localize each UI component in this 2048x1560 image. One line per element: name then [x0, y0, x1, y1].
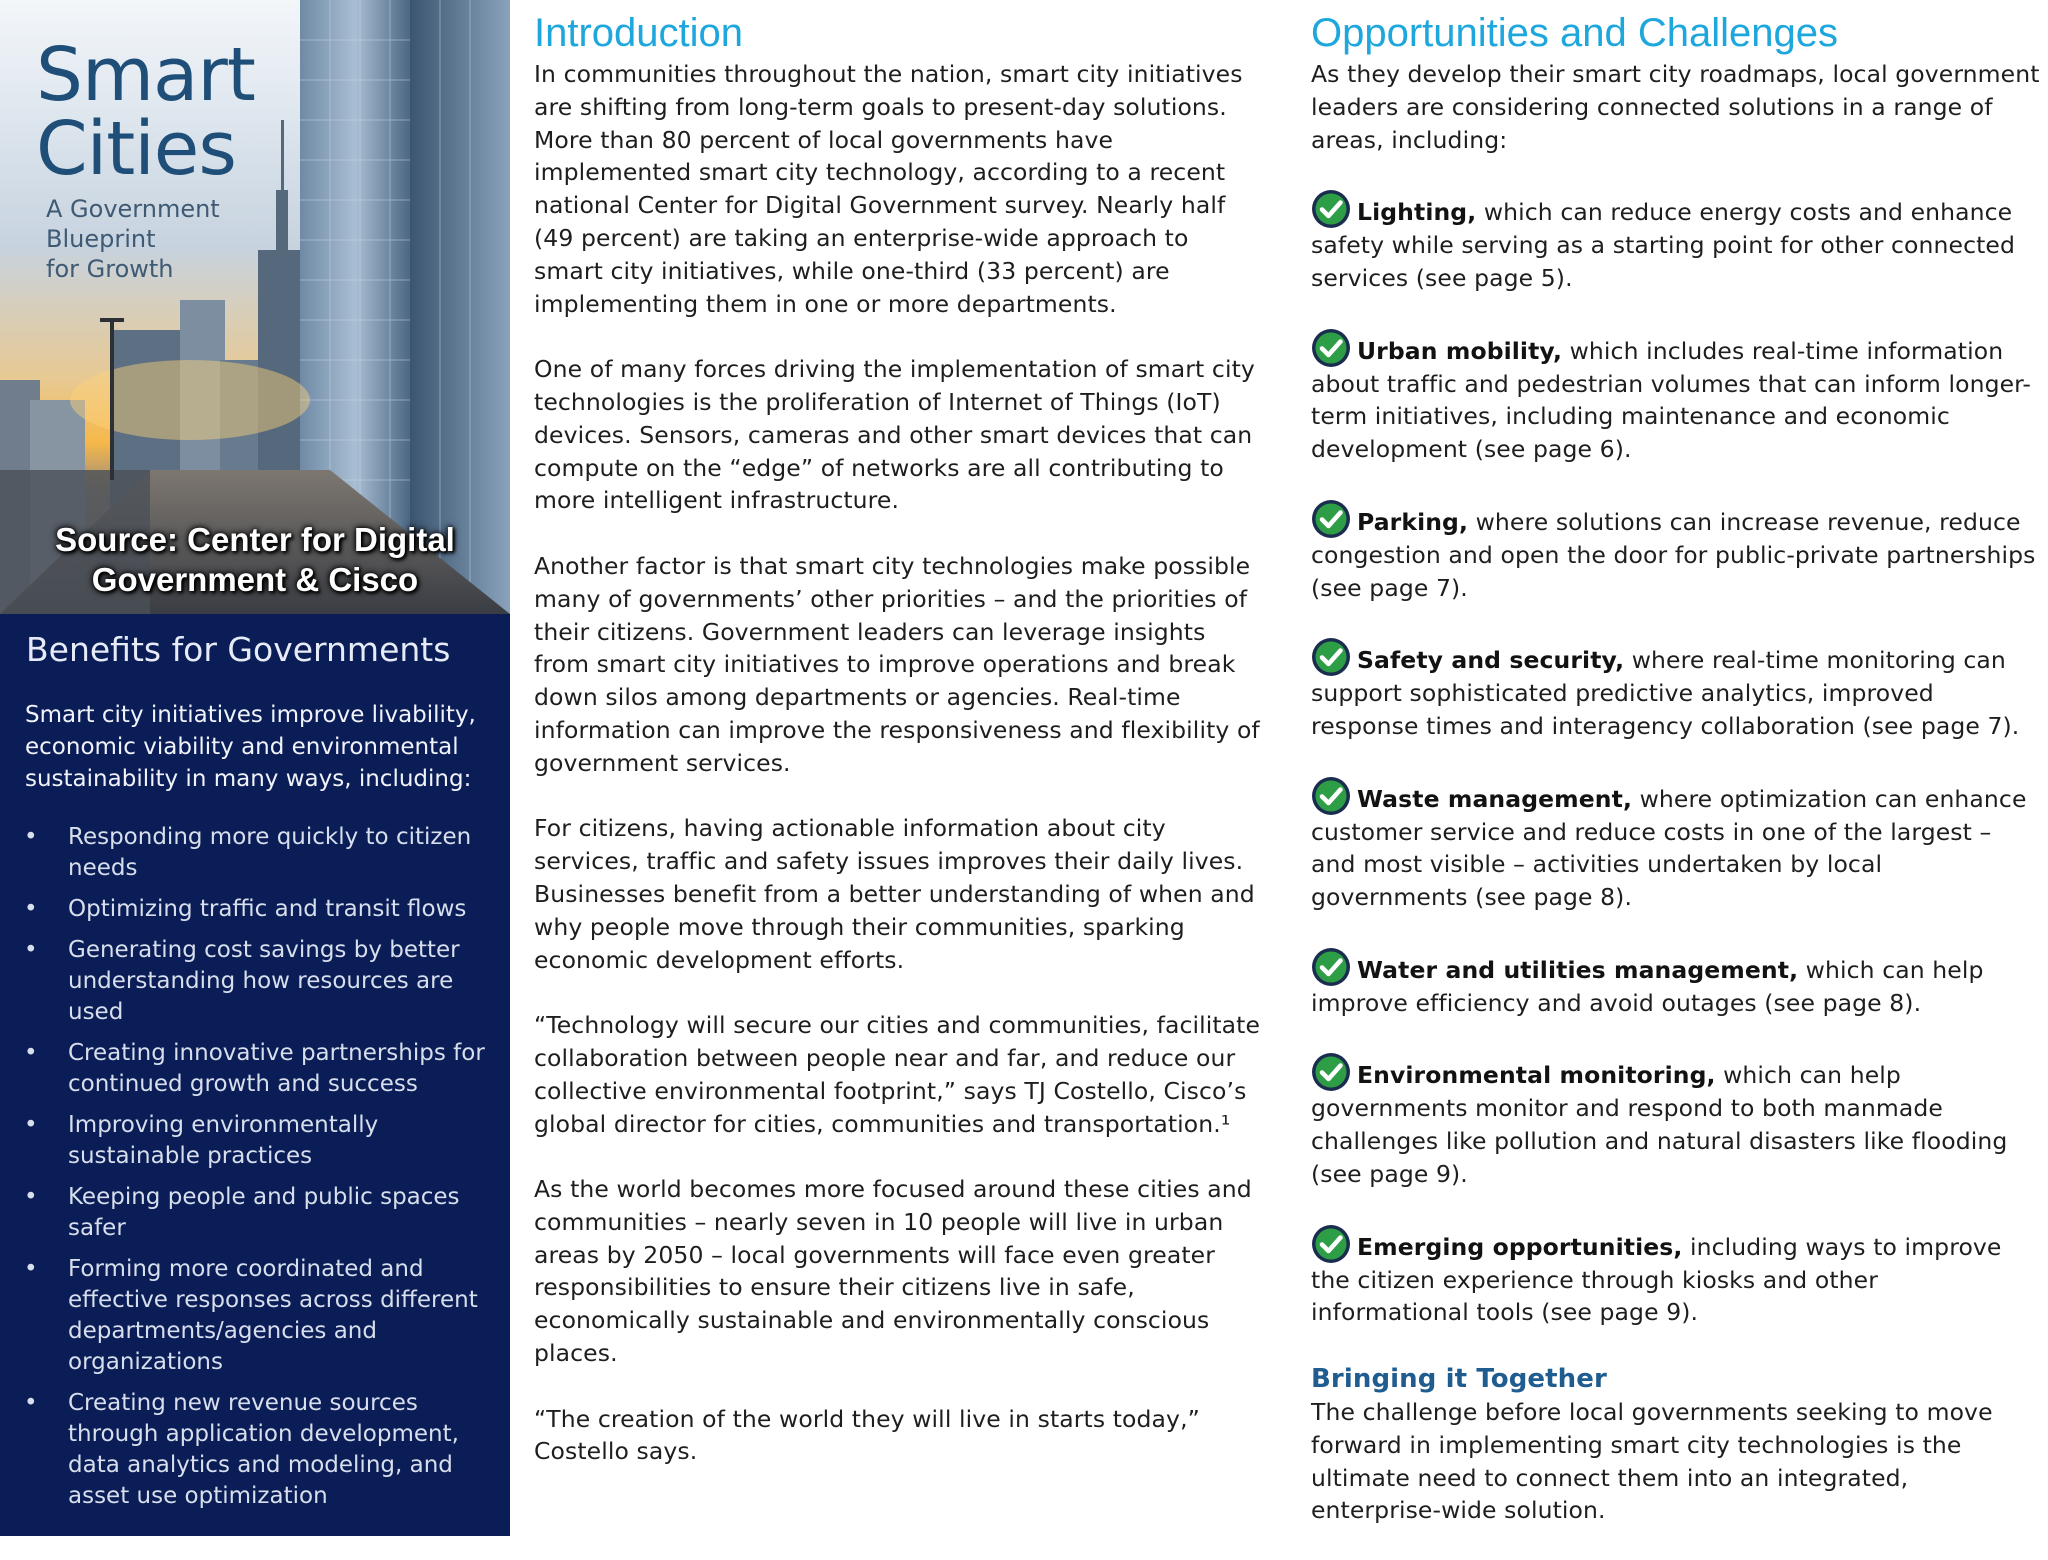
- cover-subtitle-line1: A Government: [46, 195, 220, 223]
- opportunities-column: [1311, 8, 2041, 1560]
- list-item: [0, 1182, 510, 1244]
- benefit-text: Creating innovative partnerships for continued growth and success: [68, 1040, 485, 1097]
- opportunity-term: Environmental monitoring,: [1357, 1061, 1716, 1090]
- list-item: [0, 935, 510, 1028]
- bullet-icon: •: [24, 1390, 38, 1416]
- bullet-icon: •: [24, 1112, 38, 1138]
- introduction-column: [534, 8, 1264, 1501]
- opportunity-item: [1311, 947, 2041, 1020]
- opportunity-term: Emerging opportunities,: [1357, 1232, 1683, 1261]
- opportunity-item: [1311, 1052, 2041, 1190]
- cover-subtitle: [46, 194, 220, 284]
- opportunities-intro: As they develop their smart city roadmaps, local government leaders are considering connected solutions in a range of areas, including:: [1311, 60, 2040, 154]
- list-item: [0, 894, 510, 925]
- opportunity-item: [1311, 776, 2041, 914]
- opportunity-item: [1311, 1224, 2041, 1330]
- opportunities-heading: Opportunities and Challenges: [1311, 11, 1839, 55]
- checkmark-icon: [1311, 189, 1351, 229]
- benefit-text: Creating new revenue sources through application development, data analytics and modeling, and asset use optimization: [68, 1390, 459, 1509]
- benefit-text: Optimizing traffic and transit flows: [68, 896, 467, 922]
- opportunity-item: [1311, 189, 2041, 295]
- cover-title: [36, 32, 255, 192]
- introduction-body: [534, 58, 1264, 1468]
- benefit-text: Generating cost savings by better understanding how resources are used: [68, 937, 460, 1025]
- source-caption-line2: Government & Cisco: [91, 561, 419, 598]
- opportunity-item: [1311, 499, 2041, 605]
- paragraph: In communities throughout the nation, smart city initiatives are shifting from long-term goals to present-day solutions. More than 80 percent of local governments have implemented smart city technology, according to a recent national Center for Digital Government survey. Nearly half (49 percent) are taking an enterprise-wide approach to smart city initiatives, while one-third (33 percent) are implementing them in one or more departments.: [534, 60, 1243, 318]
- list-item: [0, 1110, 510, 1172]
- opportunity-term: Urban mobility,: [1357, 336, 1563, 365]
- checkmark-icon: [1311, 1224, 1351, 1264]
- opportunity-term: Safety and security,: [1357, 646, 1625, 675]
- checkmark-icon: [1311, 328, 1351, 368]
- benefits-heading: Benefits for Governments: [26, 630, 451, 669]
- opportunity-text: which can help improve efficiency and avoid outages (see page 8).: [1311, 955, 1984, 1017]
- opportunity-text: which can reduce energy costs and enhance safety while serving as a starting point for other connected services (see page 5).: [1311, 198, 2015, 292]
- bullet-icon: •: [24, 937, 38, 963]
- opportunity-term: Parking,: [1357, 507, 1469, 536]
- bullet-icon: •: [24, 1040, 38, 1066]
- checkmark-icon: [1311, 1052, 1351, 1092]
- checkmark-icon: [1311, 947, 1351, 987]
- benefits-panel: [0, 614, 510, 1536]
- list-item: [0, 822, 510, 884]
- benefit-text: Improving environmentally sustainable practices: [68, 1112, 379, 1169]
- benefits-intro: Smart city initiatives improve livability, economic viability and environmental sustainability in many ways, including:: [25, 702, 476, 792]
- opportunity-item: [1311, 328, 2041, 466]
- list-item: [0, 1254, 510, 1378]
- left-column: [0, 0, 510, 1536]
- benefit-text: Responding more quickly to citizen needs: [68, 824, 472, 881]
- introduction-heading: Introduction: [534, 11, 744, 55]
- paragraph: One of many forces driving the implementation of smart city technologies is the proliferation of Internet of Things (IoT) devices. Sensors, cameras and other smart devices that can compute on the “edge” of networks are all contributing to more intelligent infrastructure.: [534, 355, 1255, 515]
- quote-paragraph: “The creation of the world they will live in starts today,” Costello says.: [534, 1404, 1200, 1466]
- checkmark-icon: [1311, 637, 1351, 677]
- opportunity-text: where solutions can increase revenue, reduce congestion and open the door for public-private partnerships (see page 7).: [1311, 507, 2036, 602]
- opportunity-text: which includes real-time information about traffic and pedestrian volumes that can inform longer-term initiatives, including maintenance and economic development (see page 6).: [1311, 336, 2032, 464]
- bullet-icon: •: [24, 824, 38, 850]
- paragraph: For citizens, having actionable information about city services, traffic and safety issues improves their daily lives. Businesses benefit from a better understanding of when and why people move through their communities, sparking economic development efforts.: [534, 814, 1255, 974]
- quote-paragraph: “Technology will secure our cities and communities, facilitate collaboration between people near and far, and reduce our collective environmental footprint,” says TJ Costello, Cisco’s global director for cities, communities and transportation.¹: [534, 1011, 1261, 1138]
- source-caption-line1: Source: Center for Digital: [55, 521, 455, 558]
- opportunities-body: [1311, 58, 2041, 1527]
- opportunity-text: where real-time monitoring can support sophisticated predictive analytics, improved response times and interagency collaboration (see page 7).: [1311, 646, 2020, 740]
- cover-title-line1: Smart: [36, 32, 255, 118]
- list-item: [0, 1038, 510, 1100]
- opportunity-term: Water and utilities management,: [1357, 955, 1799, 984]
- benefit-text: Keeping people and public spaces safer: [68, 1184, 460, 1241]
- opportunity-text: including ways to improve the citizen experience through kiosks and other informational tools (see page 9).: [1311, 1232, 2002, 1327]
- paragraph: As the world becomes more focused around these cities and communities – nearly seven in 10 people will live in urban areas by 2050 – local governments will face even greater responsibilities to ensure their citizens live in safe, economically sustainable and environmentally conscious places.: [534, 1175, 1252, 1368]
- benefit-text: Forming more coordinated and effective responses across different departments/agencies and organizations: [68, 1256, 478, 1375]
- checkmark-icon: [1311, 499, 1351, 539]
- opportunity-term: Lighting,: [1357, 198, 1477, 227]
- bullet-icon: •: [24, 896, 38, 922]
- cover-image: [0, 0, 510, 614]
- cover-title-line2: Cities: [36, 106, 236, 192]
- list-item: [0, 1388, 510, 1512]
- opportunity-item: [1311, 637, 2041, 743]
- cover-subtitle-line3: for Growth: [46, 255, 174, 283]
- benefits-list: [0, 822, 510, 1522]
- opportunity-term: Waste management,: [1357, 784, 1632, 813]
- bullet-icon: •: [24, 1256, 38, 1282]
- checkmark-icon: [1311, 776, 1351, 816]
- opportunity-text: where optimization can enhance customer service and reduce costs in one of the largest – and most visible – activities undertaken by local governments (see page 8).: [1311, 784, 2027, 912]
- opportunity-text: which can help governments monitor and respond to both manmade challenges like pollution and natural disasters like flooding (see page 9).: [1311, 1061, 2008, 1188]
- cover-subtitle-line2: Blueprint: [46, 225, 156, 253]
- bringing-together-text: The challenge before local governments seeking to move forward in implementing smart city technologies is the ultimate need to connect them into an integrated, enterprise-wide solution.: [1311, 1397, 1993, 1525]
- source-caption: [0, 520, 510, 600]
- bringing-together-heading: Bringing it Together: [1311, 1363, 1607, 1394]
- paragraph: Another factor is that smart city technologies make possible many of governments’ other priorities – and the priorities of their citizens. Government leaders can leverage insights from smart city initiatives to improve operations and break down silos among departments or agencies. Real-time information can improve the responsiveness and flexibility of government services.: [534, 551, 1260, 777]
- bullet-icon: •: [24, 1184, 38, 1210]
